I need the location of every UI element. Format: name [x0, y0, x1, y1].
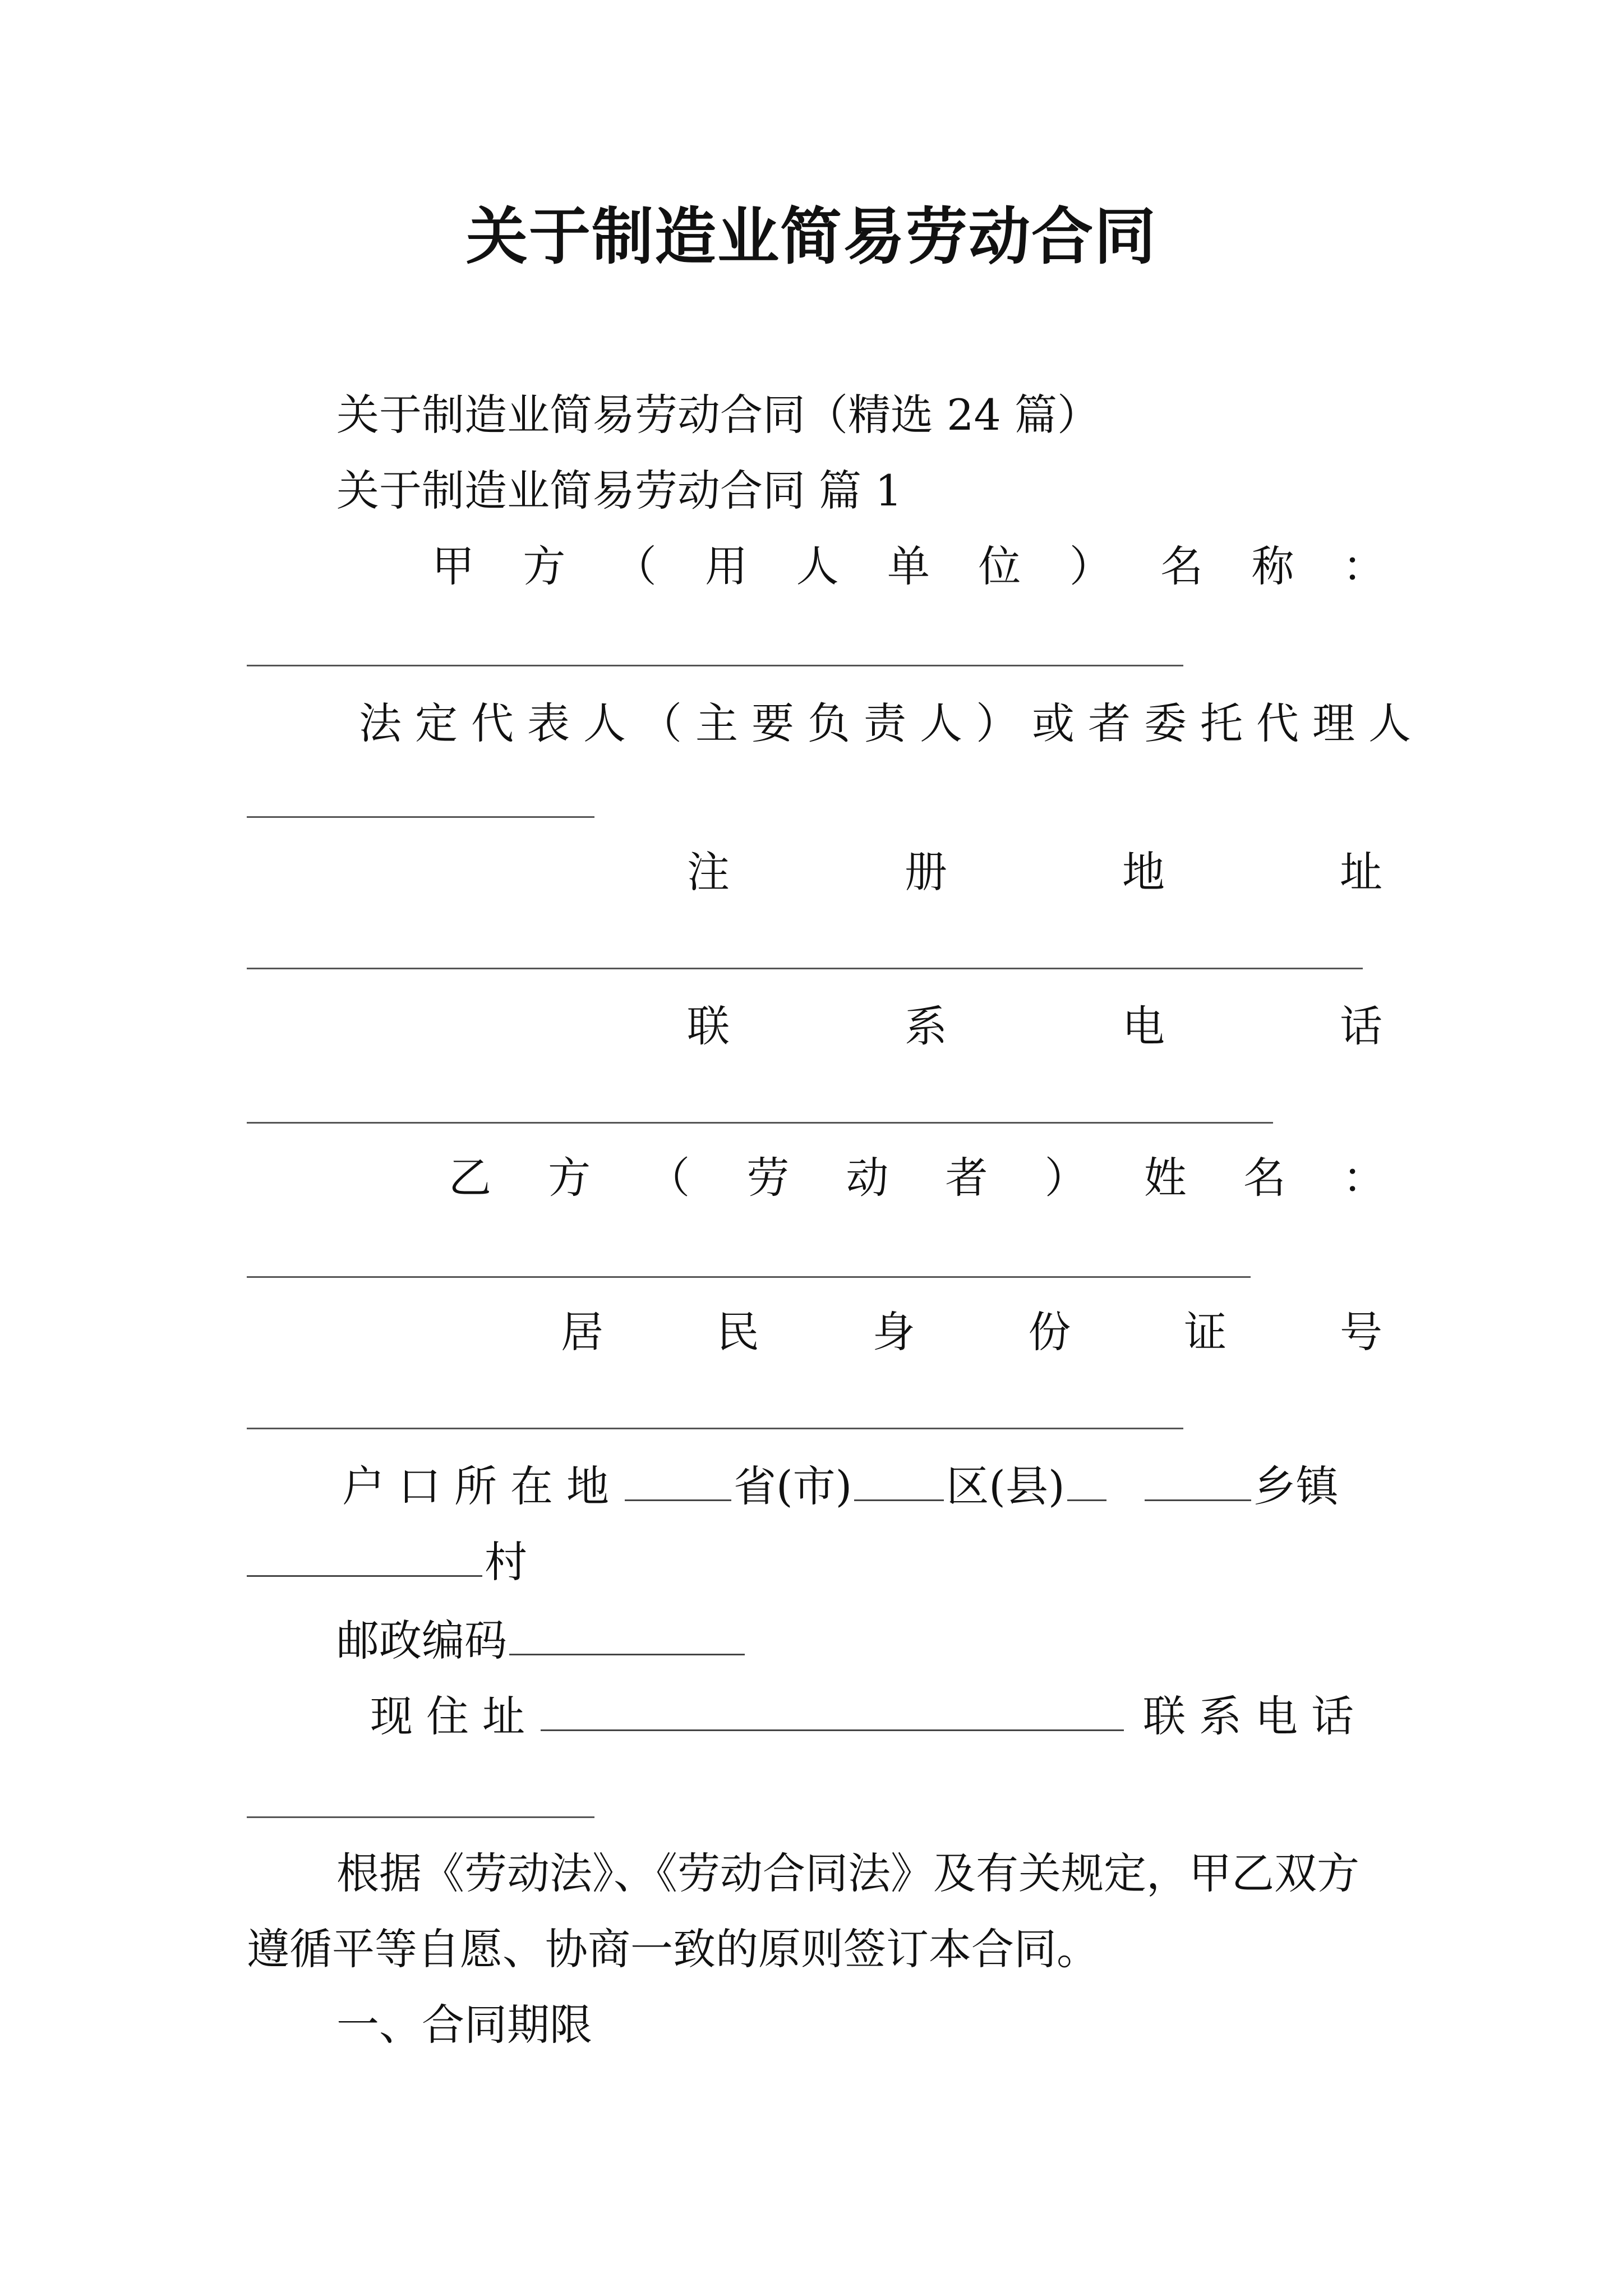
- party-a-phone-char: 话: [1340, 1001, 1382, 1051]
- party-b-name-char: 劳: [746, 1153, 790, 1203]
- party-b-id-char: 号: [1339, 1307, 1382, 1357]
- party-b-village-line: [247, 1534, 527, 1590]
- party-b-name-char: （: [647, 1153, 690, 1203]
- party-a-address-blank: [247, 968, 1363, 969]
- postcode-label: 邮政编码: [336, 1616, 507, 1665]
- party-b-name-char: 方: [548, 1153, 591, 1203]
- party-b-name-char: 名: [1243, 1153, 1286, 1203]
- party-a-name-char: （: [614, 541, 657, 591]
- party-a-phone-char: 系: [905, 1001, 947, 1051]
- current-phone-blank: [247, 1816, 594, 1818]
- party-a-name-char: 位: [978, 541, 1021, 591]
- hukou-district-blank: [854, 1460, 944, 1501]
- subtitle-line: 关于制造业简易劳动合同（精选 24 篇）: [336, 390, 1100, 440]
- party-a-name-char: ：: [1342, 541, 1385, 591]
- party-b-name-blank: [247, 1276, 1251, 1278]
- party-a-address-char: 注: [687, 847, 730, 897]
- hukou-village-blank: [247, 1536, 482, 1577]
- party-b-name-label: [449, 1150, 1385, 1206]
- current-phone-label: 联系电话: [1143, 1691, 1367, 1741]
- party-a-address-char: 地: [1122, 847, 1165, 897]
- party-a-phone-char: 电: [1122, 1001, 1165, 1051]
- hukou-town-label: 乡镇: [1253, 1461, 1339, 1511]
- hukou-province-blank: [625, 1460, 731, 1501]
- party-a-name-char: 称: [1251, 541, 1294, 591]
- party-a-rep-blank: [247, 816, 594, 818]
- party-b-name-char: 乙: [449, 1153, 491, 1203]
- party-b-id-char: 民: [716, 1307, 759, 1357]
- party-b-id-char: 身: [872, 1307, 915, 1357]
- party-b-id-char: 份: [1028, 1307, 1071, 1357]
- party-a-name-char: 人: [796, 541, 839, 591]
- party-b-hukou-line: [342, 1458, 1339, 1515]
- party-b-name-char: 动: [846, 1153, 889, 1203]
- party-a-name-blank: [247, 665, 1183, 666]
- current-address-blank: [541, 1690, 1124, 1731]
- hukou-village-label: 村: [485, 1537, 527, 1587]
- party-b-id-blank: [247, 1428, 1183, 1429]
- section-heading: 关于制造业简易劳动合同 篇 1: [336, 466, 902, 516]
- party-a-phone-blank: [247, 1122, 1273, 1124]
- party-a-name-char: 甲: [432, 541, 474, 591]
- hukou-town-blank-b: [1145, 1460, 1251, 1501]
- party-a-name-char: 方: [523, 541, 566, 591]
- postcode-blank: [509, 1614, 745, 1655]
- hukou-district-label: 区(县): [946, 1461, 1065, 1511]
- party-a-name-char: 名: [1160, 541, 1204, 591]
- party-a-name-char: ）: [1069, 541, 1112, 591]
- party-b-name-char: 姓: [1144, 1153, 1187, 1203]
- party-a-address-char: 址: [1340, 847, 1382, 897]
- party-b-name-char: ）: [1044, 1153, 1087, 1203]
- party-a-name-char: 单: [887, 541, 930, 591]
- party-b-id-char: 证: [1184, 1307, 1227, 1357]
- party-a-phone-char: 联: [687, 1001, 730, 1051]
- party-b-name-char: 者: [945, 1153, 988, 1203]
- document-title: 关于制造业简易劳动合同: [466, 200, 1157, 273]
- basis-line-1: 根据《劳动法》、《劳动合同法》及有关规定，甲乙双方: [336, 1848, 1359, 1898]
- party-a-address-char: 册: [905, 847, 947, 897]
- party-a-rep-label: 法定代表人（主要负责人）或者委托代理人: [359, 698, 1424, 748]
- party-b-id-label: [561, 1304, 1382, 1360]
- hukou-town-blank-a: [1067, 1460, 1106, 1501]
- hukou-label: 户口所在地: [342, 1461, 623, 1511]
- hukou-province-label: 省(市): [734, 1461, 852, 1511]
- current-address-label: 现住址: [370, 1691, 538, 1741]
- party-a-name-char: 用: [705, 541, 748, 591]
- party-b-id-char: 居: [561, 1307, 603, 1357]
- party-a-address-label: [687, 844, 1382, 900]
- party-b-name-char: ：: [1342, 1153, 1385, 1203]
- party-a-phone-label: [687, 999, 1382, 1055]
- clause-one-heading: 一、合同期限: [336, 2000, 592, 2050]
- party-a-name-label: [432, 539, 1385, 595]
- basis-line-2: 遵循平等自愿、协商一致的原则签订本合同。: [247, 1924, 1099, 1974]
- party-b-current-address-line: [370, 1688, 1367, 1745]
- party-b-postcode-line: [336, 1613, 747, 1669]
